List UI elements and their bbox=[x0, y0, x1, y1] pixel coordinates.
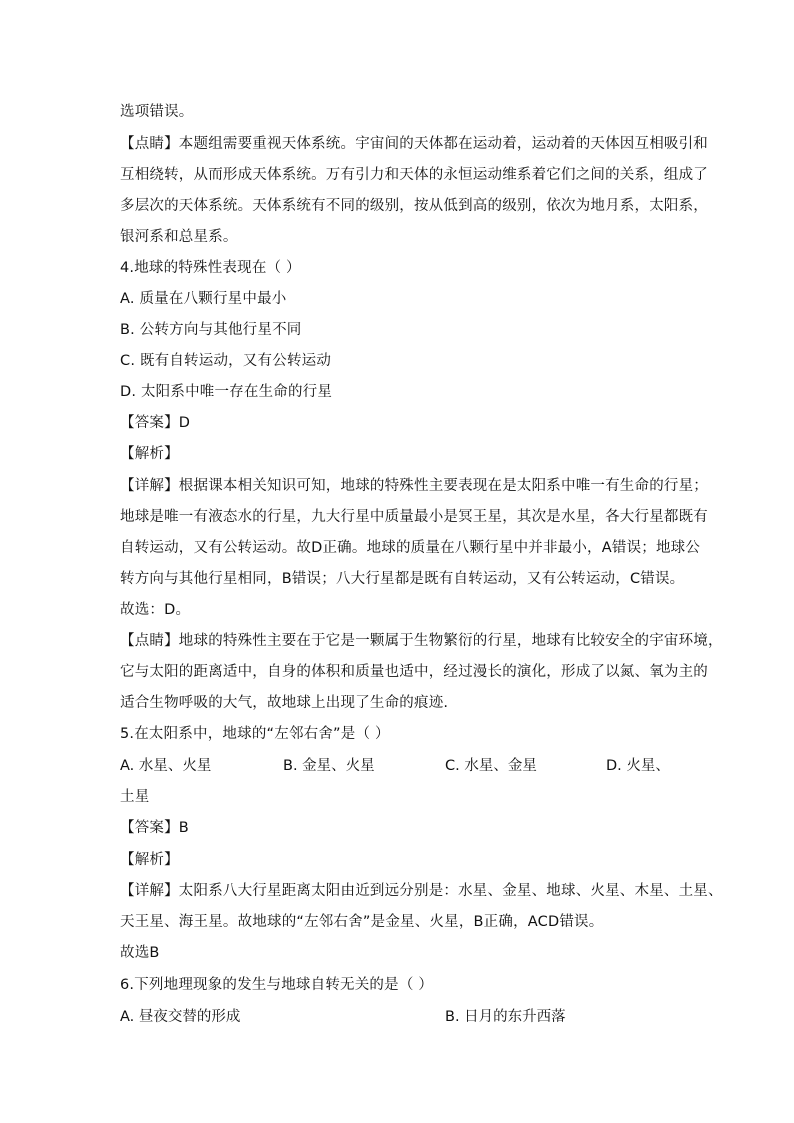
q5-option-c: C. 水星、金星 bbox=[445, 758, 537, 774]
text-line: 互相绕转，从而形成天体系统。万有引力和天体的永恒运动维系着它们之间的关系，组成了 bbox=[120, 167, 708, 183]
q4-option-d: D. 太阳系中唯一存在生命的行星 bbox=[120, 384, 333, 400]
q4-option-a: A. 质量在八颗行星中最小 bbox=[120, 291, 287, 307]
analysis-label: 【解析】 bbox=[120, 446, 179, 462]
text-line: 地球是唯一有液态水的行星，九大行星中质量最小是冥王星，其次是水星，各大行星都既有 bbox=[120, 509, 708, 525]
q4-option-b: B. 公转方向与其他行星不同 bbox=[120, 322, 302, 338]
text-line: 天王星、海王星。故地球的“左邻右舍”是金星、火星，B正确，ACD错误。 bbox=[120, 914, 604, 930]
q6-option-a: A. 昼夜交替的形成 bbox=[120, 1009, 241, 1025]
q5-option-d-continued: 土星 bbox=[120, 789, 150, 805]
question-4: 4.地球的特殊性表现在（ ） bbox=[120, 260, 301, 276]
q5-option-a: A. 水星、火星 bbox=[120, 758, 212, 774]
text-line: 【点睛】地球的特殊性主要在于它是一颗属于生物繁衍的行星，地球有比较安全的宇宙环境， bbox=[120, 633, 723, 649]
q6-option-b: B. 日月的东升西落 bbox=[445, 1009, 566, 1025]
question-6: 6.下列地理现象的发生与地球自转无关的是（ ） bbox=[120, 977, 434, 993]
text-line: 多层次的天体系统。天体系统有不同的级别，按从低到高的级别，依次为地月系，太阳系， bbox=[120, 198, 708, 214]
q5-option-d: D. 火星、 bbox=[606, 758, 670, 774]
text-line: 它与太阳的距离适中，自身的体积和质量也适中，经过漫长的演化，形成了以氮、氧为主的 bbox=[120, 664, 708, 680]
q4-option-c: C. 既有自转运动，又有公转运动 bbox=[120, 353, 332, 369]
text-line: 适合生物呼吸的大气，故地球上出现了生命的痕迹. bbox=[120, 695, 449, 711]
analysis-label: 【解析】 bbox=[120, 852, 179, 868]
text-line: 【点睛】本题组需要重视天体系统。宇宙间的天体都在运动着，运动着的天体因互相吸引和 bbox=[120, 136, 708, 152]
q5-option-b: B. 金星、火星 bbox=[283, 758, 375, 774]
text-line: 选项错误。 bbox=[120, 104, 194, 120]
text-line: 转方向与其他行星相同，B错误；八大行星都是既有自转运动，又有公转运动，C错误。 bbox=[120, 571, 685, 587]
text-line: 【详解】太阳系八大行星距离太阳由近到远分别是：水星、金星、地球、火星、木星、土星、 bbox=[120, 883, 723, 899]
text-line: 自转运动，又有公转运动。故D正确。地球的质量在八颗行星中并非最小，A错误；地球公 bbox=[120, 540, 701, 556]
answer-label: 【答案】B bbox=[120, 820, 189, 836]
text-line: 故选B bbox=[120, 945, 160, 961]
answer-label: 【答案】D bbox=[120, 415, 191, 431]
text-line: 【详解】根据课本相关知识可知，地球的特殊性主要表现在是太阳系中唯一有生命的行星； bbox=[120, 478, 708, 494]
text-line: 银河系和总星系。 bbox=[120, 229, 238, 245]
text-line: 故选：D。 bbox=[120, 602, 191, 618]
question-5: 5.在太阳系中，地球的“左邻右舍”是（ ） bbox=[120, 726, 390, 742]
